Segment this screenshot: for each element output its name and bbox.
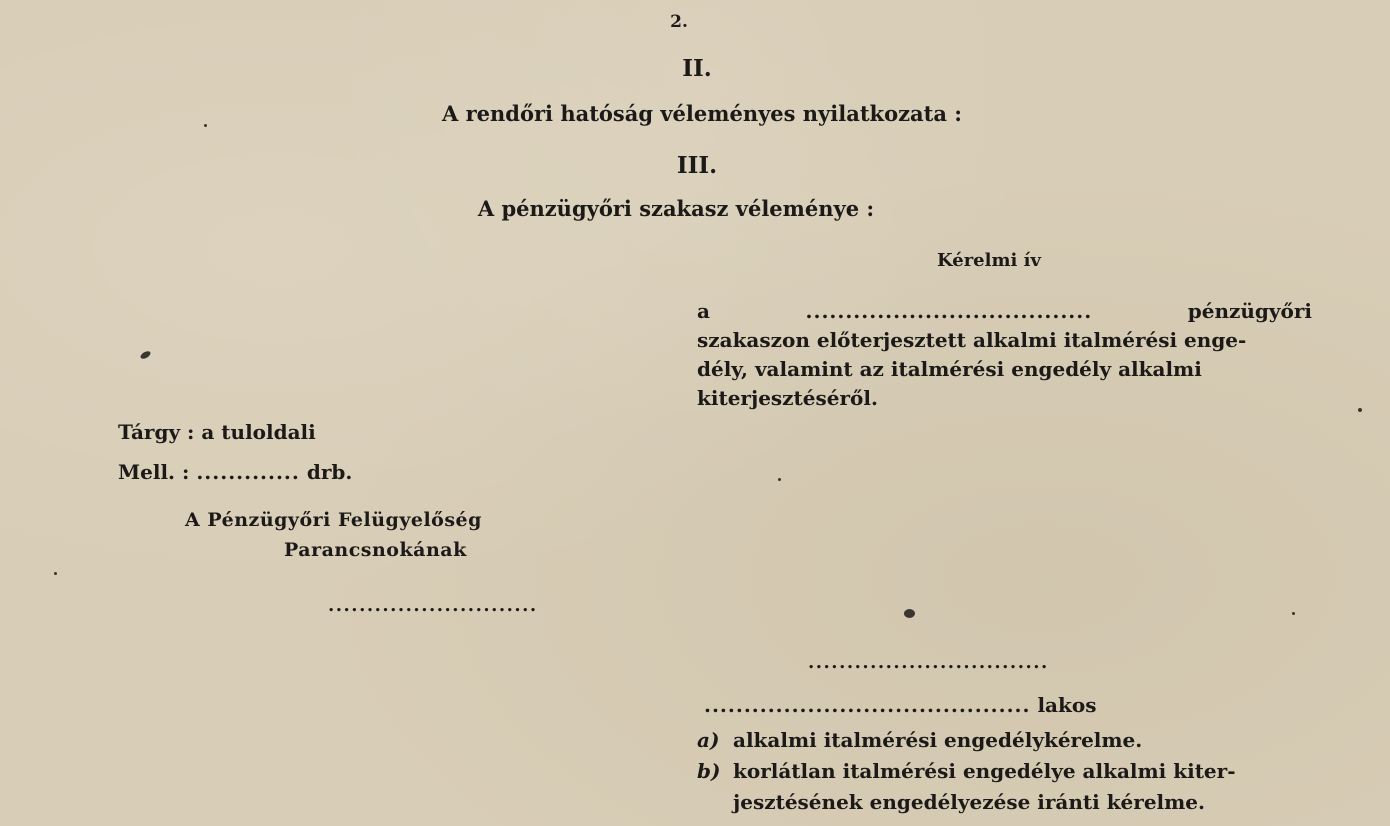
request-line-3-text: dély, valamint az italmérési engedély alkalmi xyxy=(697,357,1202,381)
page-number: 2. xyxy=(670,12,688,32)
subject-line: Tárgy : a tuloldali xyxy=(118,420,316,444)
ink-speck xyxy=(1358,408,1362,412)
request-suffix: pénzügyőri xyxy=(1187,299,1312,323)
form-title: Kérelmi ív xyxy=(937,250,1041,271)
section-two-numeral: II. xyxy=(682,55,712,82)
request-line-4-text: kiterjesztéséről. xyxy=(697,386,878,410)
resident-line xyxy=(704,693,1096,717)
request-line-4 xyxy=(697,384,1312,413)
addressee-line-2: Parancsnokának xyxy=(284,539,467,561)
item-b-continuation: jesztésének engedélyezése iránti kérelme. xyxy=(733,790,1205,814)
request-line-1 xyxy=(697,297,1312,326)
signature-dots-right: ............................... xyxy=(808,652,1049,673)
list-item xyxy=(697,725,1312,756)
ink-speck xyxy=(139,350,152,361)
finance-opinion-heading: A pénzügyőri szakasz véleménye : xyxy=(477,196,875,221)
item-text: korlátlan italmérési engedélye alkalmi kiter- xyxy=(733,759,1236,783)
resident-label: lakos xyxy=(1037,693,1097,717)
police-opinion-heading: A rendőri hatóság véleményes nyilatkozata : xyxy=(442,101,962,126)
request-fill-dots: .................................... xyxy=(805,299,1093,323)
request-prefix: a xyxy=(697,299,710,323)
ink-speck xyxy=(1292,612,1295,615)
signature-dots-left: ........................... xyxy=(328,595,538,616)
item-text: alkalmi italmérési engedélykérelme. xyxy=(733,728,1143,752)
attachment-line xyxy=(118,460,352,484)
item-marker: b) xyxy=(697,759,721,783)
request-description xyxy=(697,297,1312,413)
request-line-2 xyxy=(697,326,1312,355)
item-marker: a) xyxy=(697,728,720,752)
attachment-dots: ............. xyxy=(196,460,300,484)
list-item xyxy=(697,756,1312,787)
ink-speck xyxy=(778,478,781,481)
request-items xyxy=(697,725,1312,818)
ink-speck xyxy=(904,609,915,618)
attachment-unit: drb. xyxy=(306,460,353,484)
section-three-numeral: III. xyxy=(676,152,718,179)
attachment-label: Mell. : xyxy=(118,460,190,484)
ink-speck xyxy=(54,572,57,575)
addressee-line-1: A Pénzügyőri Felügyelőség xyxy=(185,509,482,531)
request-line-2-text: szakaszon előterjesztett alkalmi italmérési enge- xyxy=(697,328,1247,352)
request-line-3 xyxy=(697,355,1312,384)
resident-dots: ......................................... xyxy=(704,693,1031,717)
ink-speck xyxy=(204,124,207,127)
